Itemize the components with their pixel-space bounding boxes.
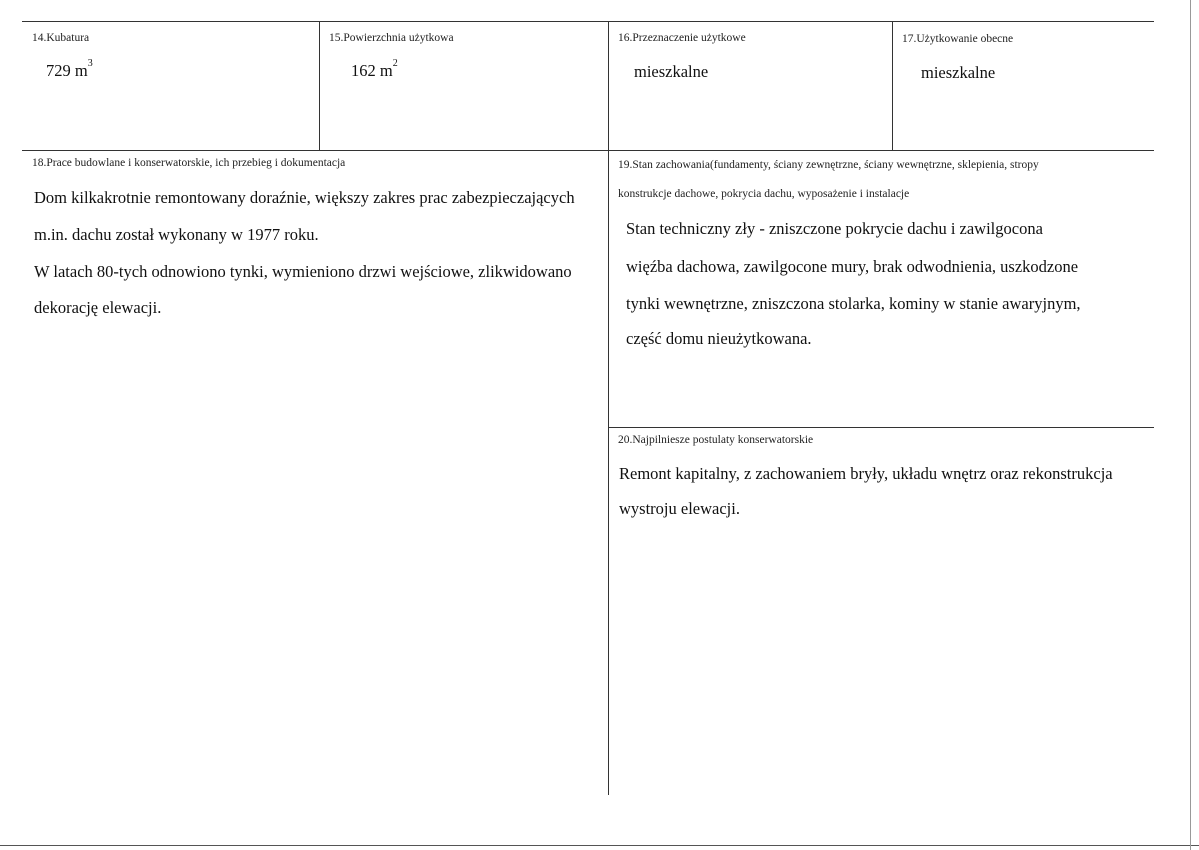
stan-line: część domu nieużytkowana. (626, 329, 812, 348)
prace-label: 18.Prace budowlane i konserwatorskie, ich przebieg i dokumentacja (32, 157, 346, 169)
stan-line: Stan techniczny zły - zniszczone pokrycie dachu i zawilgocona (626, 219, 1043, 238)
stan-line: więźba dachowa, zawilgocone mury, brak odwodnienia, uszkodzone (626, 257, 1079, 276)
stan-line: tynki wewnętrzne, zniszczona stolarka, kominy w stanie awaryjnym, (626, 294, 1081, 313)
postulaty-line: Remont kapitalny, z zachowaniem bryły, układu wnętrz oraz rekonstrukcja (619, 464, 1113, 483)
uzytkowanie-label: 17.Użytkowanie obecne (902, 33, 1014, 45)
kubatura-unit-exponent: 3 (87, 58, 93, 69)
powierzchnia-unit-exponent: 2 (392, 58, 398, 69)
prace-line: Dom kilkakrotnie remontowany doraźnie, większy zakres prac zabezpieczających (34, 188, 575, 207)
divider-16-17 (892, 21, 893, 150)
prace-line: W latach 80-tych odnowiono tynki, wymieniono drzwi wejściowe, zlikwidowano (34, 262, 572, 281)
stan-label-line2: konstrukcje dachowe, pokrycia dachu, wyposażenie i instalacje (618, 188, 910, 200)
postulaty-line: wystroju elewacji. (619, 499, 740, 518)
divider-14-15 (319, 21, 320, 150)
kubatura-value (46, 58, 93, 81)
przeznaczenie-label: 16.Przeznaczenie użytkowe (618, 32, 746, 44)
right-edge-mark (1190, 0, 1191, 850)
section19-bottom-border (608, 427, 1154, 428)
kubatura-label: 14.Kubatura (32, 32, 90, 44)
divider-15-16 (608, 21, 609, 150)
top-border (22, 21, 1154, 22)
postulaty-label: 20.Najpilniesze postulaty konserwatorskie (618, 434, 814, 446)
uzytkowanie-value: mieszkalne (921, 63, 996, 82)
bottom-border (0, 845, 1199, 846)
kubatura-number: 729 m (46, 61, 88, 80)
row1-bottom-border (22, 150, 1154, 151)
prace-line: m.in. dachu został wykonany w 1977 roku. (34, 225, 319, 244)
przeznaczenie-value: mieszkalne (634, 62, 709, 81)
powierzchnia-number: 162 m (351, 61, 393, 80)
prace-line: dekorację elewacji. (34, 298, 162, 317)
stan-label-line1: 19.Stan zachowania(fundamenty, ściany zewnętrzne, ściany wewnętrzne, sklepienia, stropy (618, 159, 1039, 171)
powierzchnia-label: 15.Powierzchnia użytkowa (329, 32, 454, 44)
powierzchnia-value (351, 58, 398, 81)
divider-18-19 (608, 150, 609, 795)
